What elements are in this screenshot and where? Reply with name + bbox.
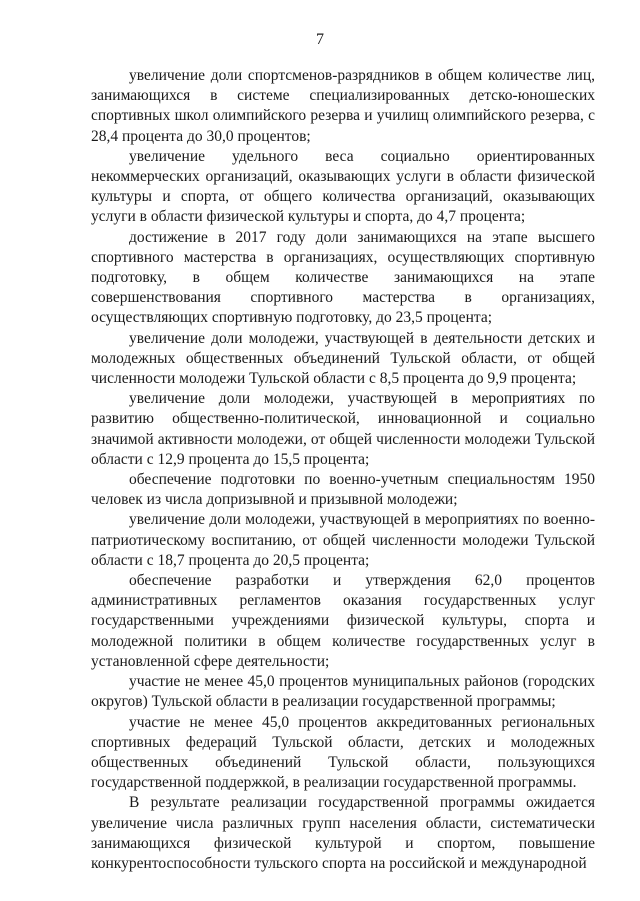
paragraph: достижение в 2017 году доли занимающихся на этапе высшего спортивного мастерства в организациях, осуществляющих спортивную подготовку, в общем количестве занимающихся на этапе совершенствования спортивного мастерства в организациях, осуществляющих спортивную подготовку, до 23,5 процента; — [91, 228, 595, 327]
paragraph: обеспечение подготовки по военно-учетным специальностям 1950 человек из числа допризывной и призывной молодежи; — [91, 471, 595, 509]
page-number: 7 — [316, 31, 324, 48]
paragraph: участие не менее 45,0 процентов муниципальных районов (городских округов) Тульской области в реализации государственной программы; — [91, 673, 595, 711]
paragraph: обеспечение разработки и утверждения 62,0 процентов административных регламентов оказания государственных услуг государственными учреждениями физической культуры, спорта и молодежной политики в общем количестве государственных услуг в установленной сфере деятельности; — [91, 572, 595, 670]
document-body — [91, 66, 595, 874]
paragraph: увеличение доли молодежи, участвующей в деятельности детских и молодежных общественных объединений Тульской области, от общей численности молодежи Тульской области с 8,5 процента до 9,9 процента; — [91, 329, 595, 388]
paragraph: увеличение удельного веса социально ориентированных некоммерческих организаций, оказывающих услуги в области физической культуры и спорта, от общего количества организаций, оказывающих услуги в области физической культуры и спорта, до 4,7 процента; — [91, 147, 595, 226]
paragraph: увеличение доли молодежи, участвующей в мероприятиях по развитию общественно-политической, инновационной и социально значимой активности молодежи, от общей численности молодежи Тульской области с 12,9 процента до 15,5 процента; — [91, 390, 595, 468]
paragraph: участие не менее 45,0 процентов аккредитованных региональных спортивных федераций Тульской области, детских и молодежных общественных объединений Тульской области, пользующихся государственной поддержкой, в реализации государственной программы. — [91, 713, 595, 792]
paragraph: В результате реализации государственной программы ожидается увеличение числа различных групп населения области, систематически занимающихся физической культурой и спортом, повышение конкурентоспособности тульского спорта на российской и международной — [91, 794, 595, 872]
paragraph: увеличение доли молодежи, участвующей в мероприятиях по военно-патриотическому воспитанию, от общей численности молодежи Тульской области с 18,7 процента до 20,5 процента; — [91, 511, 595, 569]
paragraph: увеличение доли спортсменов-разрядников в общем количестве лиц, занимающихся в системе специализированных детско-юношеских спортивных школ олимпийского резерва и училищ олимпийского резерва, с 28,4 процента до 30,0 процентов; — [91, 67, 595, 145]
